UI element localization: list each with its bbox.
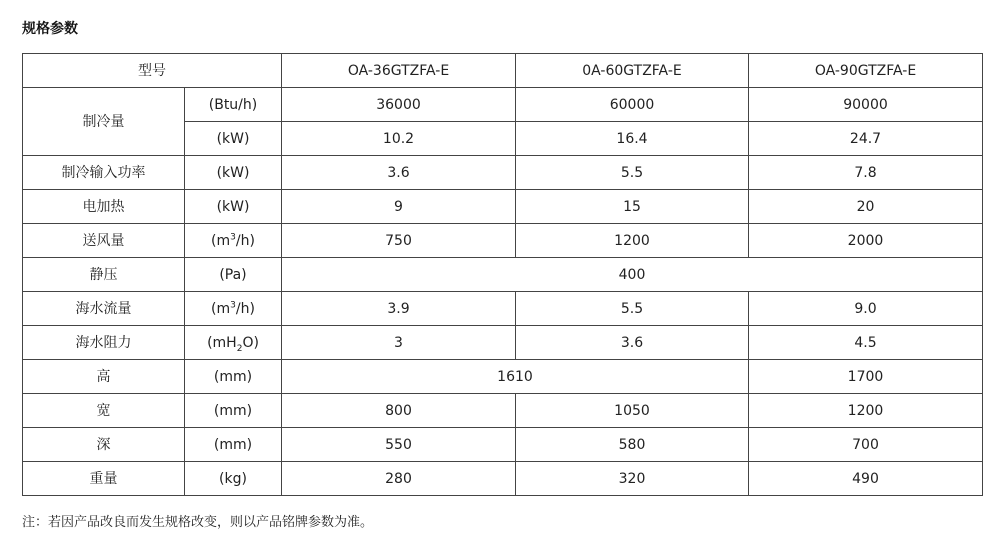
header-row (23, 54, 983, 88)
static-pressure-value: 400 (282, 258, 983, 292)
cooling-power-2: 5.5 (516, 156, 749, 190)
cooling-btu-2: 60000 (516, 88, 749, 122)
airflow-unit: $(m^3/h)$ (185, 224, 282, 258)
height-label: 高 (23, 360, 185, 394)
airflow-1: 750 (282, 224, 516, 258)
table-row (23, 88, 983, 122)
page-title: 规格参数 (22, 21, 78, 37)
table-row (23, 292, 983, 326)
height-merged-value: 1610 (282, 360, 749, 394)
model-label: 型号 (23, 54, 282, 88)
width-3: 1200 (749, 394, 983, 428)
table-row (23, 326, 983, 360)
airflow-3: 2000 (749, 224, 983, 258)
seawater-flow-2: 5.5 (516, 292, 749, 326)
seawater-flow-1: 3.9 (282, 292, 516, 326)
cooling-power-label: 制冷输入功率 (23, 156, 185, 190)
weight-2: 320 (516, 462, 749, 496)
table-row (23, 360, 983, 394)
electric-heat-1: 9 (282, 190, 516, 224)
cooling-power-3: 7.8 (749, 156, 983, 190)
seawater-resistance-2: 3.6 (516, 326, 749, 360)
cooling-kw-1: 10.2 (282, 122, 516, 156)
weight-1: 280 (282, 462, 516, 496)
electric-heat-unit: (kW) (185, 190, 282, 224)
cooling-btu-3: 90000 (749, 88, 983, 122)
width-2: 1050 (516, 394, 749, 428)
model-2: 0A-60GTZFA-E (516, 54, 749, 88)
seawater-resistance-label: 海水阻力 (23, 326, 185, 360)
depth-label: 深 (23, 428, 185, 462)
cooling-power-1: 3.6 (282, 156, 516, 190)
model-1: OA-36GTZFA-E (282, 54, 516, 88)
height-unit: (mm) (185, 360, 282, 394)
seawater-flow-unit: $(m^3/h)$ (185, 292, 282, 326)
cooling-btu-unit: (Btu/h) (185, 88, 282, 122)
height-3: 1700 (749, 360, 983, 394)
electric-heat-label: 电加热 (23, 190, 185, 224)
weight-3: 490 (749, 462, 983, 496)
width-1: 800 (282, 394, 516, 428)
cooling-kw-2: 16.4 (516, 122, 749, 156)
static-pressure-unit: (Pa) (185, 258, 282, 292)
depth-1: 550 (282, 428, 516, 462)
seawater-flow-label: 海水流量 (23, 292, 185, 326)
electric-heat-2: 15 (516, 190, 749, 224)
table-row (23, 156, 983, 190)
spec-table (22, 53, 983, 496)
depth-unit: (mm) (185, 428, 282, 462)
cooling-power-unit: (kW) (185, 156, 282, 190)
width-unit: (mm) (185, 394, 282, 428)
table-row (23, 224, 983, 258)
footnote: 注：若因产品改良而发生规格改变，则以产品铭牌参数为准。 (22, 515, 374, 530)
table-row (23, 258, 983, 292)
static-pressure-label: 静压 (23, 258, 185, 292)
table-row (23, 394, 983, 428)
electric-heat-3: 20 (749, 190, 983, 224)
airflow-label: 送风量 (23, 224, 185, 258)
cooling-kw-3: 24.7 (749, 122, 983, 156)
cooling-label: 制冷量 (23, 88, 185, 156)
table-row (23, 190, 983, 224)
cooling-kw-unit: (kW) (185, 122, 282, 156)
seawater-resistance-unit: $(mH_2O)$ (185, 326, 282, 360)
table-row (23, 428, 983, 462)
depth-3: 700 (749, 428, 983, 462)
seawater-resistance-3: 4.5 (749, 326, 983, 360)
table-row (23, 462, 983, 496)
depth-2: 580 (516, 428, 749, 462)
seawater-resistance-1: 3 (282, 326, 516, 360)
width-label: 宽 (23, 394, 185, 428)
weight-unit: (kg) (185, 462, 282, 496)
weight-label: 重量 (23, 462, 185, 496)
airflow-2: 1200 (516, 224, 749, 258)
model-3: OA-90GTZFA-E (749, 54, 983, 88)
cooling-btu-1: 36000 (282, 88, 516, 122)
seawater-flow-3: 9.0 (749, 292, 983, 326)
